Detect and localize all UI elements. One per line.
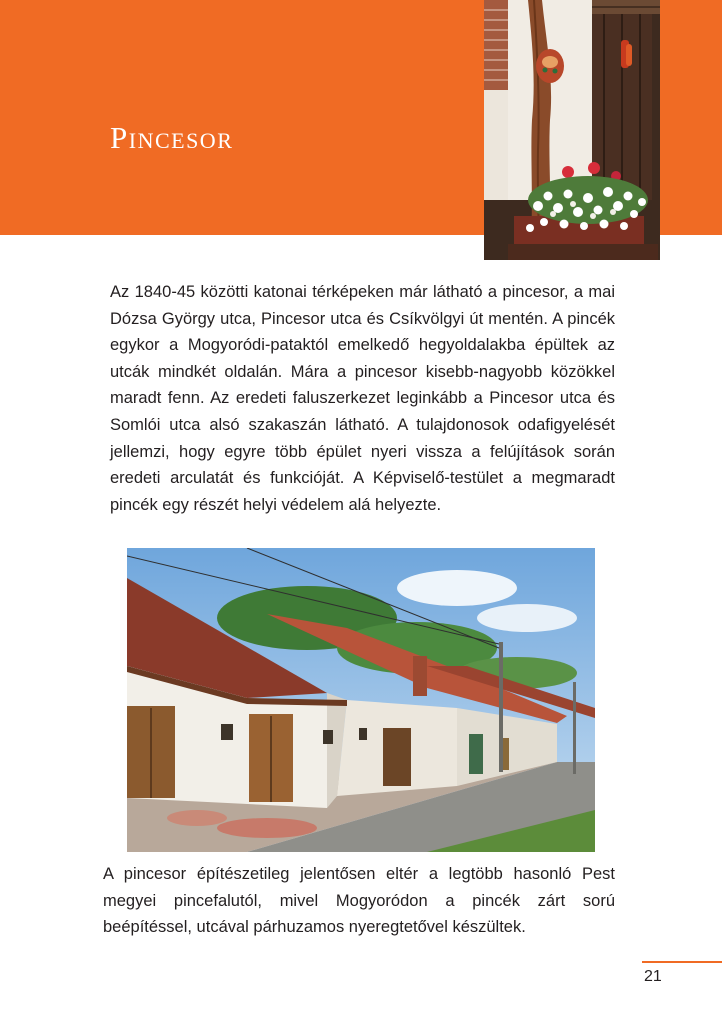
cellar-door-photo (484, 0, 660, 260)
body-paragraph: Az 1840-45 közötti katonai térképeken már látható a pincesor, a mai Dózsa György utca, Pincesor utca és Csíkvölgyi út mentén. A pincék egykor a Mogyoródi-pataktól emelkedő hegyoldalakba épültek az utcák mindkét oldalán. Mára a pincesor kisebb-nagyobb közökkel maradt fenn. Az eredeti faluszerkezet leginkább a Pincesor utca és Somlói utca alsó szakaszán látható. A tulajdonosok odafigyelését jellemzi, hogy egyre több épület nyeri vissza a felújítások során eredeti arculatát és funkcióját. A Képviselő-testület a megmaradt pincék egy részét helyi védelem alá helyezte. (110, 283, 615, 514)
page-number-rule (642, 961, 722, 963)
page-title: Pincesor (110, 120, 234, 155)
body-paragraph: A pincesor építészetileg jelentősen eltér a legtöbb hasonló Pest megyei pincefalutól, mivel Mogyoródon a pincék zárt sorú beépítéssel, utcával párhuzamos nyeregtetővel készültek. (103, 865, 615, 937)
page-number: 21 (644, 968, 662, 985)
cellar-row-photo (127, 548, 595, 852)
